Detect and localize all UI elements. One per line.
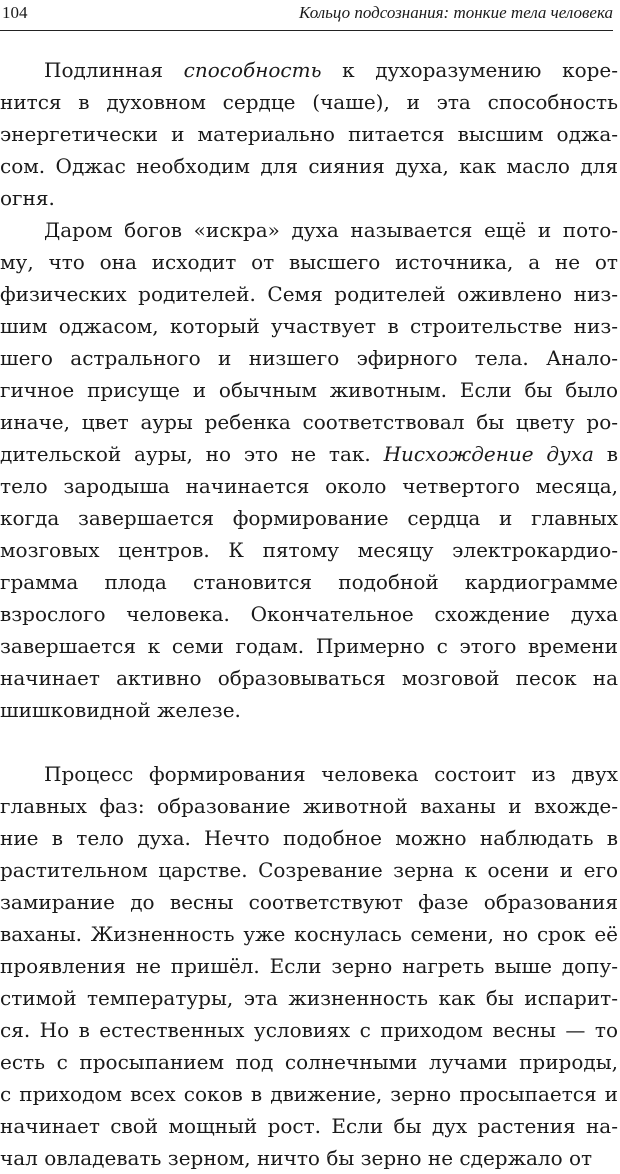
text-segment: Процесс формирования человека состоит из двух — [44, 762, 618, 786]
text-line — [0, 374, 618, 406]
text-line — [0, 918, 618, 950]
text-segment: завершается к семи годам. Примерно с этого времени — [0, 634, 618, 658]
text-line — [0, 1014, 618, 1046]
text-line — [0, 982, 618, 1014]
text-segment: нится в духовном сердце (чаше), и эта способность — [0, 90, 618, 114]
text-segment: главных фаз: образование животной ваханы и вхожде- — [0, 794, 618, 818]
text-segment: ваханы. Жизненность уже коснулась семени, но срок её — [0, 922, 618, 946]
text-segment: сом. Оджас необходим для сияния духа, как масло для — [0, 154, 618, 178]
text-segment: взрослого человека. Окончательное схождение духа — [0, 602, 618, 626]
text-segment: физических родителей. Семя родителей оживлено низ- — [0, 282, 618, 306]
text-line — [0, 822, 618, 854]
text-segment: огня. — [0, 186, 55, 210]
text-line — [0, 54, 618, 86]
text-line — [0, 694, 618, 726]
text-line — [0, 470, 618, 502]
text-line — [0, 1046, 618, 1078]
paragraph-gap — [0, 726, 618, 758]
text-line — [0, 1078, 618, 1110]
text-line — [0, 118, 618, 150]
text-segment: мозговых центров. К пятому месяцу электрокардио- — [0, 538, 618, 562]
running-head — [0, 2, 613, 26]
text-line — [0, 566, 618, 598]
text-segment: дительской ауры, но это не так. — [0, 442, 384, 466]
text-segment: Даром богов «искра» духа называется ещё и пото- — [44, 218, 618, 242]
text-segment: когда завершается формирование сердца и главных — [0, 506, 618, 530]
text-line — [0, 1142, 618, 1174]
header-rule — [0, 30, 613, 31]
text-line — [0, 1110, 618, 1142]
text-segment: есть с просыпанием под солнечными лучами природы, — [0, 1050, 618, 1074]
text-segment: Подлинная — [44, 58, 184, 82]
text-segment: начинает активно образовываться мозговой песок на — [0, 666, 618, 690]
text-line — [0, 950, 618, 982]
text-segment: с приходом всех соков в движение, зерно просыпается и — [0, 1082, 618, 1106]
text-line — [0, 854, 618, 886]
text-line — [0, 534, 618, 566]
text-line — [0, 438, 618, 470]
text-line — [0, 278, 618, 310]
text-line — [0, 758, 618, 790]
text-segment: му, что она исходит от высшего источника, а не от — [0, 250, 618, 274]
text-segment: энергетически и материально питается высшим оджа- — [0, 122, 618, 146]
text-segment: ся. Но в естественных условиях с приходом весны — то — [0, 1018, 618, 1042]
text-line — [0, 598, 618, 630]
text-segment: тело зародыша начинается около четвертого месяца, — [0, 474, 618, 498]
text-segment: в — [593, 442, 618, 466]
text-segment: грамма плода становится подобной кардиограмме — [0, 570, 618, 594]
text-line — [0, 310, 618, 342]
text-line — [0, 342, 618, 374]
text-line — [0, 182, 618, 214]
text-line — [0, 406, 618, 438]
text-segment: чал овладевать зерном, ничто бы зерно не сдержало от — [0, 1146, 593, 1170]
paragraph — [0, 54, 618, 214]
text-line — [0, 86, 618, 118]
text-segment: шим оджасом, который участвует в строительстве низ- — [0, 314, 618, 338]
text-line — [0, 886, 618, 918]
body-text — [0, 54, 618, 1174]
text-line — [0, 502, 618, 534]
text-segment: проявления не пришёл. Если зерно нагреть выше допу- — [0, 954, 618, 978]
text-segment: растительном царстве. Созревание зерна к осени и его — [0, 858, 618, 882]
text-line — [0, 630, 618, 662]
text-line — [0, 790, 618, 822]
text-segment: замирание до весны соответствуют фазе образования — [0, 890, 618, 914]
text-segment: шишковидной железе. — [0, 698, 241, 722]
text-segment: к духоразумению коре- — [321, 58, 619, 82]
text-line — [0, 150, 618, 182]
text-line — [0, 214, 618, 246]
text-segment: иначе, цвет ауры ребенка соответствовал бы цвету ро- — [0, 410, 618, 434]
italic-emphasis: способность — [183, 58, 322, 82]
text-segment: шего астрального и низшего эфирного тела. Анало- — [0, 346, 618, 370]
text-segment: ние в тело духа. Нечто подобное можно наблюдать в — [0, 826, 618, 850]
text-line — [0, 662, 618, 694]
text-segment: гичное присуще и обычным животным. Если бы было — [0, 378, 618, 402]
text-segment: начинает свой мощный рост. Если бы дух растения на- — [0, 1114, 618, 1138]
paragraph — [0, 758, 618, 1174]
page-number: 104 — [2, 3, 28, 22]
running-title: Кольцо подсознания: тонкие тела человека — [299, 3, 613, 22]
paragraph — [0, 214, 618, 726]
text-line — [0, 246, 618, 278]
text-segment: стимой температуры, эта жизненность как бы испарит- — [0, 986, 618, 1010]
italic-emphasis: Нисхождение духа — [383, 442, 594, 466]
